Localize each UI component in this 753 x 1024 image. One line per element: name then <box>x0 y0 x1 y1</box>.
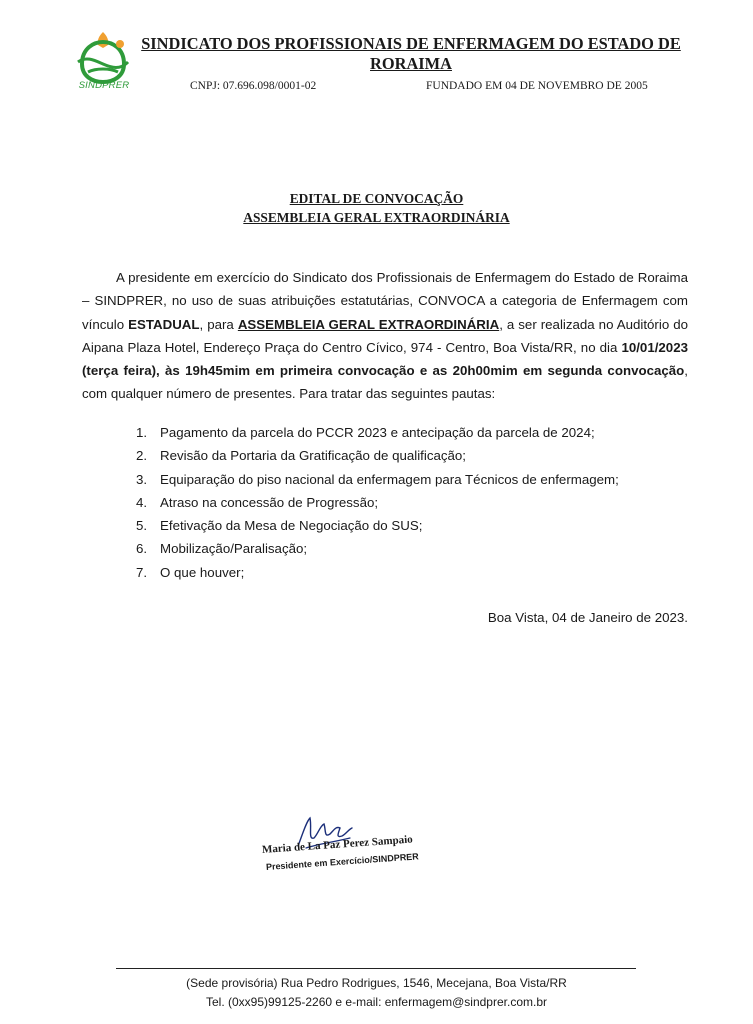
cnpj: CNPJ: 07.696.098/0001-02 <box>190 80 317 92</box>
document-title: EDITAL DE CONVOCAÇÃO <box>289 191 464 206</box>
body-bold-assembly: ASSEMBLEIA GERAL EXTRAORDINÁRIA <box>237 316 500 332</box>
body-text-3: , a ser realizada no Auditório do Aipana Plaza Hotel, Endereço Praça do Centro Cívico, 974 - Centro, Boa Vista/RR, no dia <box>82 316 688 355</box>
body-bold-date: 10/01/2023 (terça feira), às 19h45mim em primeira convocação e as 20h00mim em segunda convocação <box>82 339 688 379</box>
body-text-2: , para <box>199 316 238 332</box>
signatory-name: Maria de La Paz Perez Sampaio <box>261 833 414 856</box>
convocation-paragraph <box>82 266 688 406</box>
list-item: 5. Efetivação da Mesa de Negociação do SUS; <box>136 518 423 534</box>
founded-date: FUNDADO EM 04 DE NOVEMBRO DE 2005 <box>426 80 648 92</box>
list-item: 1. Pagamento da parcela do PCCR 2023 e antecipação da parcela de 2024; <box>136 425 595 440</box>
list-item: 2. Revisão da Portaria da Gratificação de qualificação; <box>136 448 466 464</box>
footer-address: (Sede provisória) Rua Pedro Rodrigues, 1546, Mecejana, Boa Vista/RR <box>186 976 567 990</box>
signatory-role: Presidente em Exercício/SINDPRER <box>265 851 420 872</box>
logo-caption: SINDPRER <box>78 80 130 91</box>
agenda-list <box>136 421 619 584</box>
list-item: 6. Mobilização/Paralisação; <box>136 541 308 557</box>
body-text-1: A presidente em exercício do Sindicato dos Profissionais de Enfermagem do Estado de Roraima – SINDPRER, no uso de suas atribuições estatutárias, CONVOCA a categoria de Enfermagem com vínculo <box>82 270 688 332</box>
footer-contact: Tel. (0xx95)99125-2260 e e-mail: enfermagem@sindprer.com.br <box>205 995 547 1009</box>
footer-divider <box>116 968 636 969</box>
list-item: 4. Atraso na concessão de Progressão; <box>136 494 379 510</box>
list-item: 7. O que houver; <box>136 564 245 580</box>
place-and-date: Boa Vista, 04 de Janeiro de 2023. <box>487 610 688 625</box>
list-item: 3. Equiparação do piso nacional da enfermagem para Técnicos de enfermagem; <box>136 471 619 487</box>
body-bold-estadual: ESTADUAL <box>128 316 200 332</box>
document-subtitle: ASSEMBLEIA GERAL EXTRAORDINÁRIA <box>243 210 510 225</box>
organization-name: SINDICATO DOS PROFISSIONAIS DE ENFERMAGEM DO ESTADO DE RORAIMA <box>141 34 681 73</box>
body-text-4: , com qualquer número de presentes. Para tratar das seguintes pautas: <box>82 363 688 402</box>
